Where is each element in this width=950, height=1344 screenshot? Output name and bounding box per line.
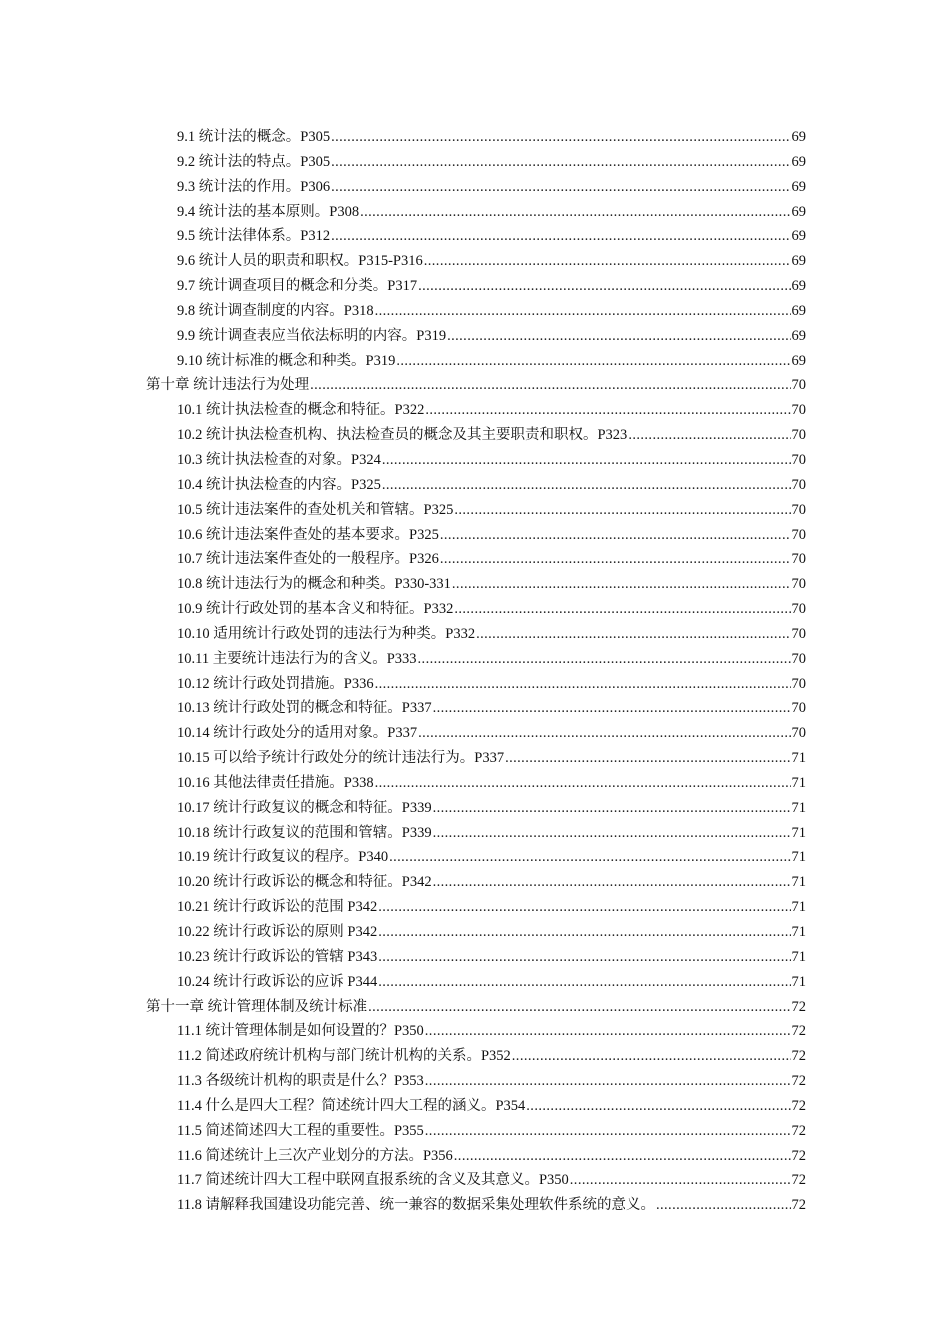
toc-section-entry[interactable]: [146, 150, 806, 175]
toc-section-entry[interactable]: [146, 498, 806, 523]
toc-entry-title: 9.1 统计法的概念。P305: [177, 129, 331, 145]
toc-entry-title: 第十章 统计违法行为处理: [146, 377, 310, 394]
toc-entry-title: 11.1 统计管理体制是如何设置的？P350: [177, 1023, 424, 1040]
toc-dot-leader: [425, 1069, 791, 1094]
toc-dot-leader: [433, 796, 791, 821]
toc-dot-leader: [512, 1044, 791, 1069]
toc-page-number: 71: [791, 774, 806, 791]
toc-section-entry[interactable]: [146, 796, 806, 821]
toc-entry-title: 9.3 统计法的作用。P306: [177, 178, 331, 195]
toc-section-entry[interactable]: [146, 572, 806, 597]
toc-section-entry[interactable]: [146, 920, 806, 945]
toc-page-number: 69: [791, 327, 806, 344]
toc-dot-leader: [656, 1193, 791, 1218]
toc-section-entry[interactable]: [146, 647, 806, 672]
toc-page-number: 70: [791, 650, 806, 667]
toc-dot-leader: [418, 647, 791, 672]
toc-dot-leader: [425, 398, 790, 423]
toc-entry-title: 11.7 简述统计四大工程中联网直报系统的含义及其意义。P350: [177, 1172, 569, 1189]
toc-dot-leader: [440, 523, 791, 548]
toc-section-entry[interactable]: [146, 895, 806, 920]
toc-entry-title: 10.7 统计违法案件查处的一般程序。P326: [177, 551, 439, 568]
toc-page-number: 69: [791, 178, 806, 195]
toc-section-entry[interactable]: [146, 1119, 806, 1144]
toc-section-entry[interactable]: [146, 200, 806, 225]
toc-page-number: 69: [791, 278, 806, 295]
toc-dot-leader: [454, 498, 790, 523]
toc-entry-title: 9.10 统计标准的概念和种类。P319: [177, 352, 396, 369]
toc-dot-leader: [331, 175, 790, 200]
toc-section-entry[interactable]: [146, 299, 806, 324]
toc-page-number: 72: [791, 1073, 806, 1090]
toc-dot-leader: [378, 920, 790, 945]
toc-section-entry[interactable]: [146, 821, 806, 846]
toc-section-entry[interactable]: [146, 945, 806, 970]
toc-page-number: 69: [791, 352, 806, 369]
toc-section-entry[interactable]: [146, 672, 806, 697]
toc-section-entry[interactable]: [146, 1168, 806, 1193]
toc-entry-title: 11.8 请解释我国建设功能完善、统一兼容的数据采集处理软件系统的意义。: [177, 1197, 655, 1214]
toc-section-entry[interactable]: [146, 1193, 806, 1218]
toc-section-entry[interactable]: [146, 721, 806, 746]
toc-section-entry[interactable]: [146, 398, 806, 423]
toc-entry-title: 11.3 各级统计机构的职责是什么？P353: [177, 1073, 424, 1090]
toc-section-entry[interactable]: [146, 845, 806, 870]
toc-dot-leader: [378, 945, 790, 970]
toc-dot-leader: [418, 721, 790, 746]
toc-entry-title: 10.22 统计行政诉讼的原则 P342: [177, 924, 378, 940]
toc-entry-title: 11.6 简述统计上三次产业划分的方法。P356: [177, 1147, 453, 1164]
toc-dot-leader: [418, 274, 790, 299]
toc-entry-title: 10.2 统计执法检查机构、执法检查员的概念及其主要职责和职权。P323: [177, 427, 628, 444]
toc-section-entry[interactable]: [146, 224, 806, 249]
toc-dot-leader: [424, 249, 791, 274]
toc-page-number: 70: [791, 402, 806, 419]
toc-section-entry[interactable]: [146, 870, 806, 895]
toc-dot-leader: [454, 597, 790, 622]
toc-page-number: 71: [791, 750, 806, 767]
toc-page-number: 69: [791, 153, 806, 170]
toc-dot-leader: [433, 870, 791, 895]
toc-page-number: 71: [791, 948, 806, 965]
toc-entry-title: 10.16 其他法律责任措施。P338: [177, 774, 374, 791]
toc-entry-title: 10.4 统计执法检查的内容。P325: [177, 476, 381, 493]
toc-dot-leader: [382, 473, 791, 498]
toc-entry-title: 10.11 主要统计违法行为的含义。P333: [177, 650, 417, 667]
toc-page-number: 70: [791, 625, 806, 642]
toc-entry-title: 10.15 可以给予统计行政处分的统计违法行为。P337: [177, 750, 505, 767]
toc-section-entry[interactable]: [146, 696, 806, 721]
toc-page-number: 72: [791, 1122, 806, 1139]
toc-page-number: 70: [791, 601, 806, 618]
toc-entry-title: 10.17 统计行政复议的概念和特征。P339: [177, 799, 432, 816]
toc-page-number: 72: [791, 1197, 806, 1214]
toc-entry-title: 9.4 统计法的基本原则。P308: [177, 203, 360, 220]
toc-page-number: 71: [791, 924, 806, 940]
toc-dot-leader: [331, 224, 790, 249]
toc-dot-leader: [360, 200, 790, 225]
toc-entry-title: 10.9 统计行政处罚的基本含义和特征。P332: [177, 601, 454, 618]
toc-dot-leader: [570, 1168, 791, 1193]
toc-page-number: 69: [791, 203, 806, 220]
toc-page-number: 71: [791, 874, 806, 891]
toc-dot-leader: [476, 622, 790, 647]
toc-dot-leader: [331, 125, 790, 150]
toc-entry-title: 9.9 统计调查表应当依法标明的内容。P319: [177, 327, 447, 344]
toc-entry-title: 9.5 统计法律体系。P312: [177, 228, 331, 245]
toc-dot-leader: [382, 448, 791, 473]
toc-section-entry[interactable]: [146, 249, 806, 274]
toc-entry-title: 9.6 统计人员的职责和职权。P315-P316: [177, 253, 423, 270]
toc-dot-leader: [628, 423, 790, 448]
toc-dot-leader: [433, 821, 791, 846]
toc-entry-title: 11.5 简述简述四大工程的重要性。P355: [177, 1122, 424, 1139]
toc-page-number: 71: [791, 799, 806, 816]
toc-section-entry[interactable]: [146, 746, 806, 771]
toc-dot-leader: [375, 672, 791, 697]
toc-dot-leader: [378, 895, 790, 920]
toc-page-number: 70: [791, 551, 806, 568]
toc-section-entry[interactable]: [146, 1144, 806, 1169]
toc-page-number: 72: [791, 998, 806, 1015]
toc-page-number: 70: [791, 377, 806, 394]
toc-entry-title: 11.2 简述政府统计机构与部门统计机构的关系。P352: [177, 1048, 511, 1065]
toc-page-number: 69: [791, 228, 806, 245]
toc-section-entry[interactable]: [146, 523, 806, 548]
toc-page-number: 70: [791, 501, 806, 518]
toc-entry-title: 第十一章 统计管理体制及统计标准: [146, 998, 368, 1015]
toc-page-number: 70: [791, 576, 806, 593]
toc-dot-leader: [331, 150, 790, 175]
toc-dot-leader: [447, 324, 790, 349]
toc-entry-title: 10.23 统计行政诉讼的管辖 P343: [177, 948, 378, 965]
toc-page-number: 70: [791, 725, 806, 742]
toc-entry-title: 10.5 统计违法案件的查处机关和管辖。P325: [177, 501, 454, 518]
toc-page-number: 71: [791, 849, 806, 866]
toc-section-entry[interactable]: [146, 175, 806, 200]
toc-dot-leader: [375, 299, 791, 324]
toc-dot-leader: [452, 572, 791, 597]
toc-page-number: 72: [791, 1048, 806, 1065]
toc-page-number: 72: [791, 1172, 806, 1189]
toc-section-entry[interactable]: [146, 349, 806, 374]
toc-dot-leader: [378, 970, 790, 995]
toc-section-entry[interactable]: [146, 1094, 806, 1119]
toc-section-entry[interactable]: [146, 324, 806, 349]
toc-entry-title: 9.7 统计调查项目的概念和分类。P317: [177, 278, 418, 295]
toc-section-entry[interactable]: [146, 473, 806, 498]
toc-page-number: 71: [791, 973, 806, 990]
toc-page-number: 69: [791, 253, 806, 270]
toc-page-number: 69: [791, 302, 806, 319]
toc-page-number: 71: [791, 899, 806, 916]
toc-dot-leader: [433, 696, 791, 721]
toc-page-number: 70: [791, 427, 806, 444]
toc-dot-leader: [389, 845, 790, 870]
toc-page-number: 69: [791, 129, 806, 145]
toc-chapter-entry[interactable]: [146, 373, 806, 398]
toc-dot-leader: [425, 1119, 791, 1144]
toc-entry-title: 10.12 统计行政处罚措施。P336: [177, 675, 374, 692]
toc-dot-leader: [440, 547, 791, 572]
toc-dot-leader: [505, 746, 790, 771]
toc-section-entry[interactable]: [146, 448, 806, 473]
toc-section-entry[interactable]: [146, 547, 806, 572]
toc-entry-title: 10.20 统计行政诉讼的概念和特征。P342: [177, 874, 432, 891]
toc-dot-leader: [454, 1144, 791, 1169]
toc-section-entry[interactable]: [146, 125, 806, 150]
toc-chapter-entry[interactable]: [146, 995, 806, 1020]
toc-entry-title: 11.4 什么是四大工程？简述统计四大工程的涵义。P354: [177, 1097, 526, 1114]
toc-section-entry[interactable]: [146, 771, 806, 796]
toc-section-entry[interactable]: [146, 622, 806, 647]
toc-page-number: 70: [791, 700, 806, 717]
toc-page-number: 70: [791, 451, 806, 468]
table-of-contents: [146, 125, 806, 1218]
toc-section-entry[interactable]: [146, 1044, 806, 1069]
toc-dot-leader: [310, 373, 790, 398]
toc-entry-title: 10.6 统计违法案件查处的基本要求。P325: [177, 526, 439, 543]
toc-entry-title: 10.8 统计违法行为的概念和种类。P330-331: [177, 576, 451, 593]
toc-entry-title: 10.3 统计执法检查的对象。P324: [177, 451, 381, 468]
toc-dot-leader: [526, 1094, 790, 1119]
toc-entry-title: 10.24 统计行政诉讼的应诉 P344: [177, 973, 378, 990]
toc-entry-title: 9.8 统计调查制度的内容。P318: [177, 302, 374, 319]
toc-section-entry[interactable]: [146, 274, 806, 299]
toc-entry-title: 10.21 统计行政诉讼的范围 P342: [177, 899, 378, 916]
toc-section-entry[interactable]: [146, 423, 806, 448]
toc-entry-title: 10.18 统计行政复议的范围和管辖。P339: [177, 824, 432, 841]
toc-entry-title: 10.19 统计行政复议的程序。P340: [177, 849, 389, 866]
toc-section-entry[interactable]: [146, 1019, 806, 1044]
toc-page-number: 70: [791, 476, 806, 493]
toc-entry-title: 10.14 统计行政处分的适用对象。P337: [177, 725, 418, 742]
toc-page-number: 72: [791, 1097, 806, 1114]
toc-section-entry[interactable]: [146, 970, 806, 995]
toc-page-number: 71: [791, 824, 806, 841]
toc-entry-title: 10.1 统计执法检查的概念和特征。P322: [177, 402, 425, 419]
toc-dot-leader: [396, 349, 790, 374]
toc-entry-title: 10.13 统计行政处罚的概念和特征。P337: [177, 700, 432, 717]
toc-page-number: 70: [791, 526, 806, 543]
toc-page-number: 72: [791, 1023, 806, 1040]
toc-entry-title: 10.10 适用统计行政处罚的违法行为种类。P332: [177, 625, 476, 642]
toc-dot-leader: [375, 771, 791, 796]
toc-dot-leader: [425, 1019, 791, 1044]
toc-dot-leader: [368, 995, 790, 1020]
toc-section-entry[interactable]: [146, 597, 806, 622]
toc-entry-title: 9.2 统计法的特点。P305: [177, 153, 331, 170]
toc-page-number: 70: [791, 675, 806, 692]
toc-page-number: 72: [791, 1147, 806, 1164]
toc-section-entry[interactable]: [146, 1069, 806, 1094]
